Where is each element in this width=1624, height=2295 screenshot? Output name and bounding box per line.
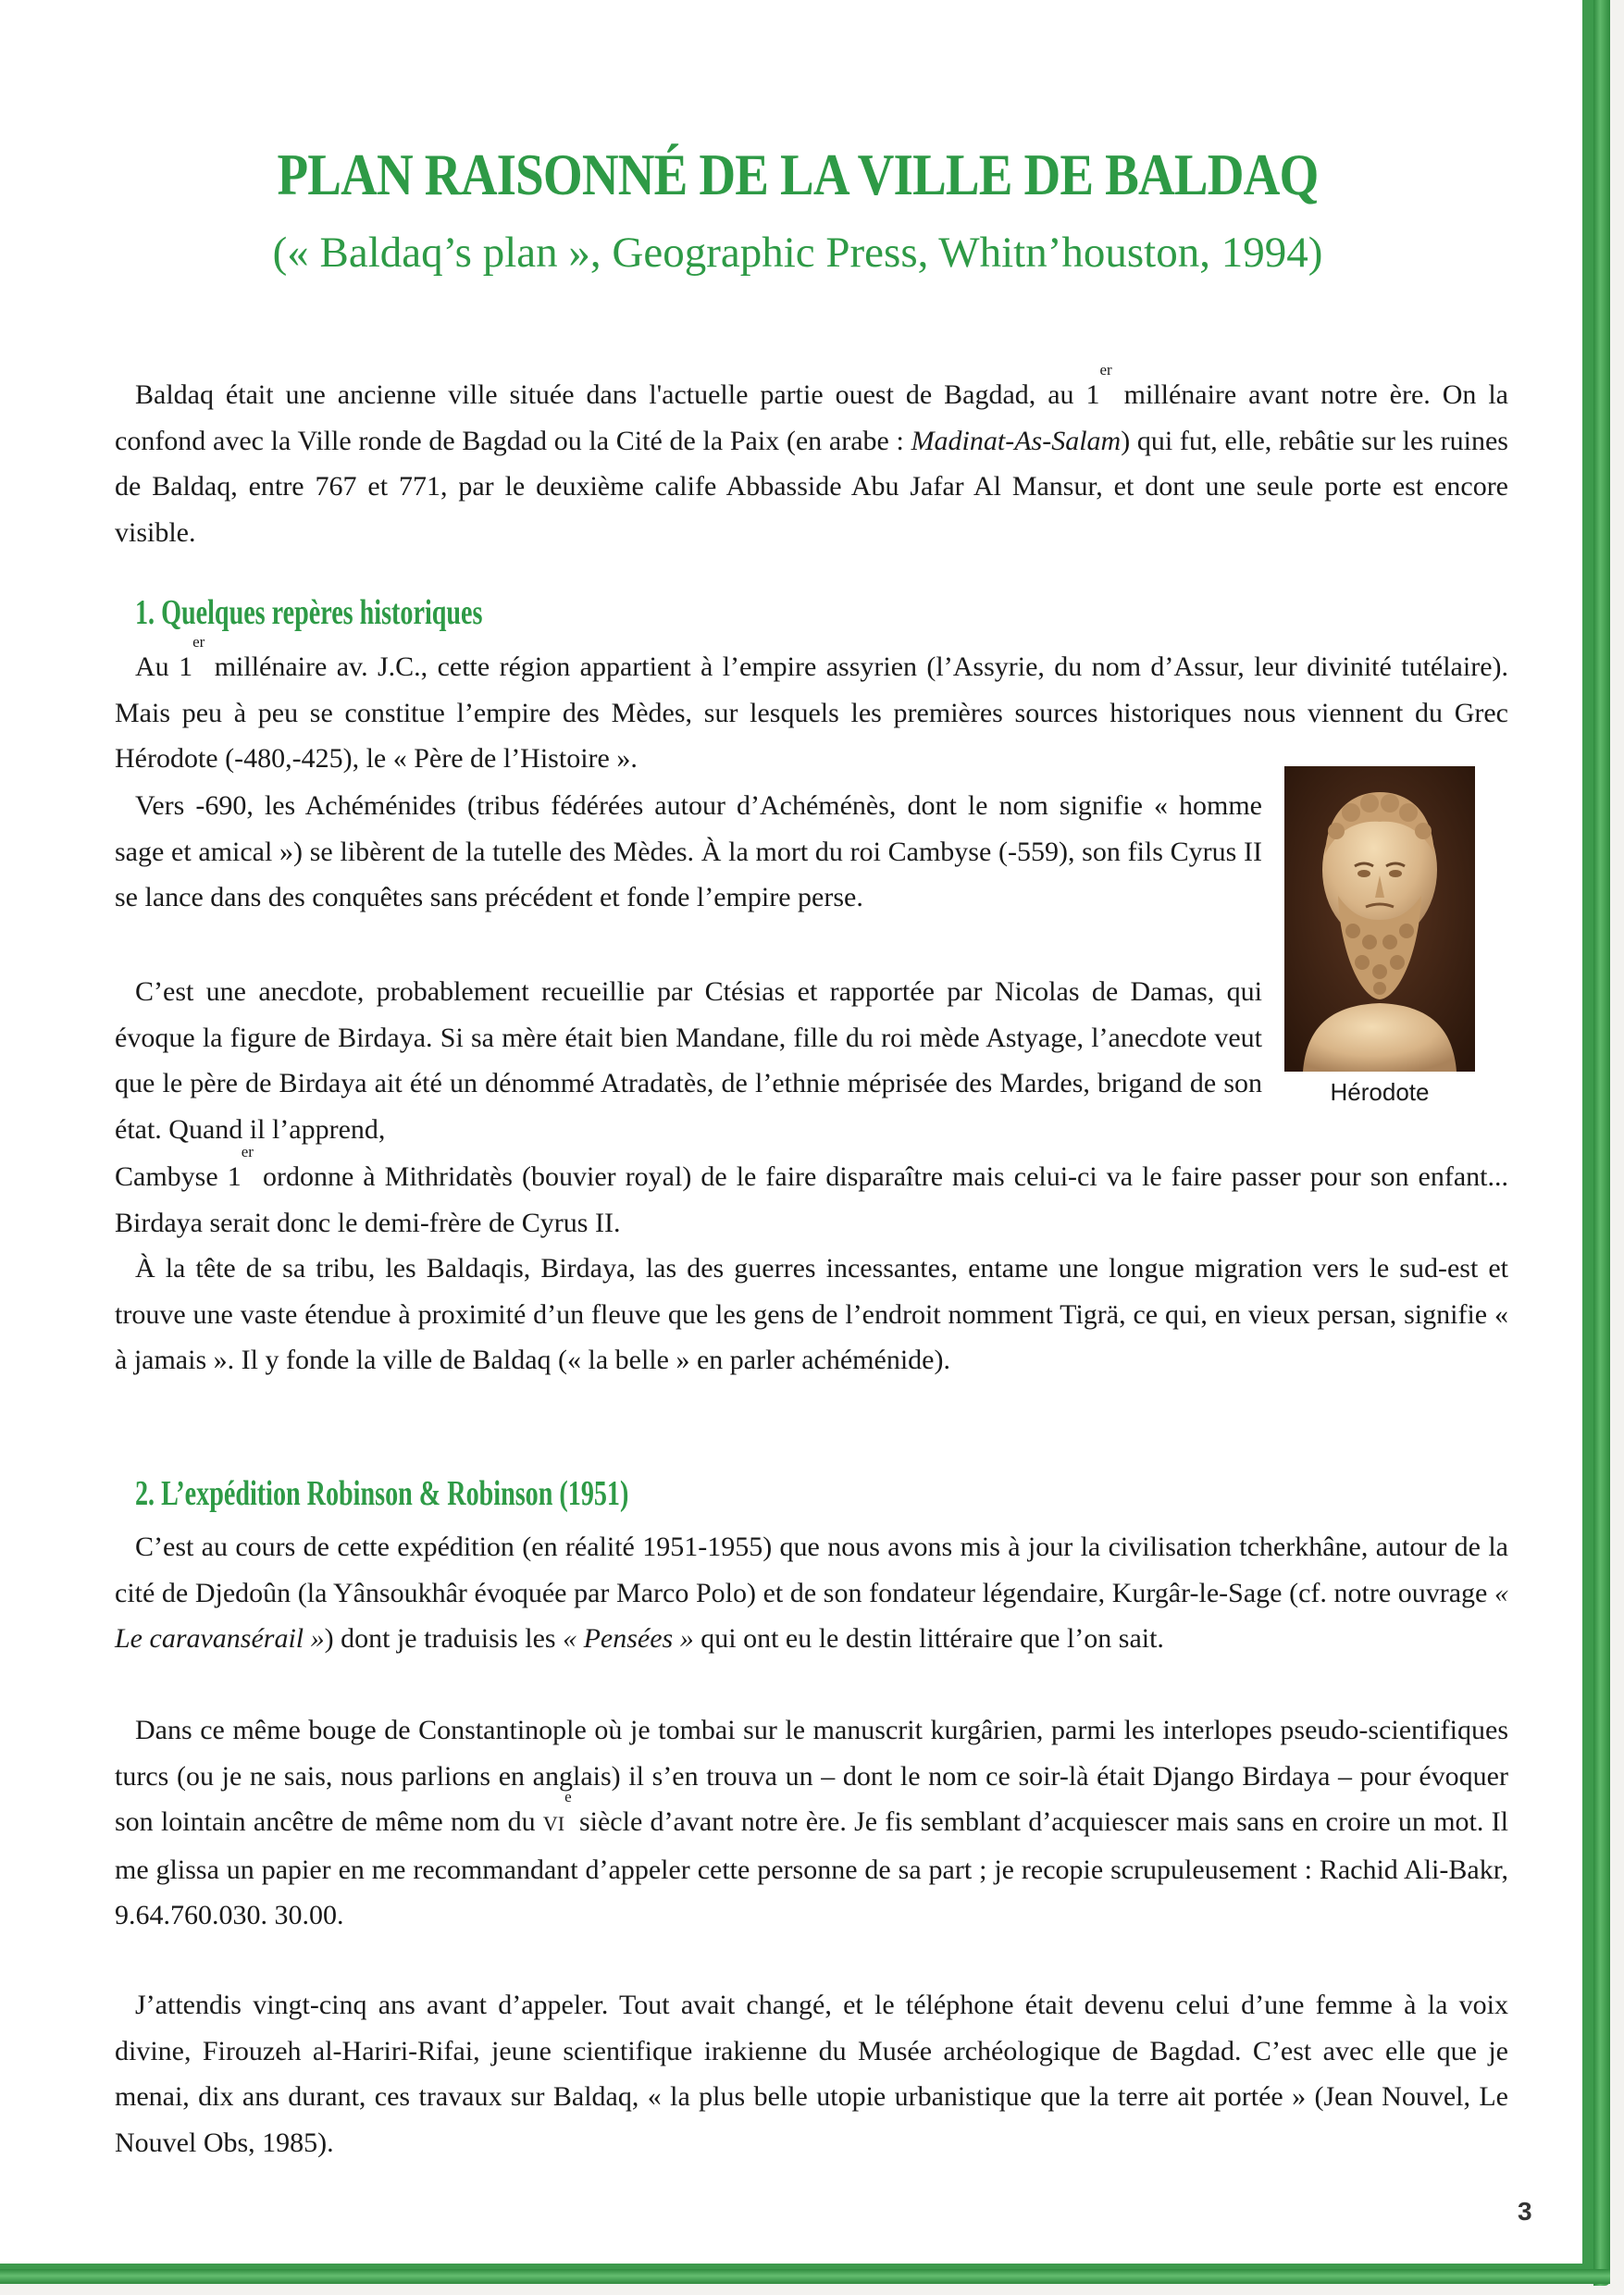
bust-illustration <box>1284 766 1475 1072</box>
figure-caption: Hérodote <box>1330 1078 1430 1106</box>
section2-paragraph-2: Dans ce même bouge de Constantinople où je tombai sur le manuscrit kurgârien, parmi les interlopes pseudo-scientifiques turcs (ou je ne sais, nous parlions en anglais) il s’en trouva un – dont le nom ce soir-là était Django Birdaya – pour évoquer son lointain ancêtre de même nom du VIe siècle d’avant notre ère. Je fis semblant d’acquiescer mais sans en croire un mot. Il me glissa un papier en me recommandant d’appeler cette personne de sa part ; je recopie scrupuleusement : Rachid Ali-Bakr, 9.64.760.030. 30.00. <box>115 1715 1508 1930</box>
herodotus-bust-image <box>1284 766 1475 1072</box>
page-number: 3 <box>1518 2197 1532 2226</box>
section1-paragraph-3-continued: Cambyse 1er ordonne à Mithridatès (bouvier royal) de le faire disparaître mais celui-ci va le faire passer pour son enfant... Birdaya serait donc le demi-frère de Cyrus II. <box>115 1143 1508 1238</box>
section1-paragraph-1: Au 1er millénaire av. J.C., cette région appartient à l’empire assyrien (l’Assyrie, du nom d’Assur, leur divinité tutélaire). Mais peu à peu se constitue l’empire des Mèdes, sur lesquels les premières sources historiques nous viennent du Grec Hérodote (-480,-425), le « Père de l’Histoire ». <box>115 633 1508 774</box>
green-edge-right <box>1593 0 1610 2286</box>
green-edge-bottom <box>0 2269 1610 2284</box>
section2-paragraph-3: J’attendis vingt-cinq ans avant d’appeler. Tout avait changé, et le téléphone était devenu celui d’une femme à la voix divine, Firouzeh al-Hariri-Rifai, jeune scientifique irakienne du Musée archéologique de Bagdad. C’est avec elle que je menai, dix ans durant, ces travaux sur Baldaq, « la plus belle utopie urbanistique que la terre ait portée » (Jean Nouvel, Le Nouvel Obs, 1985). <box>115 1990 1508 2158</box>
section-heading-1: 1. Quelques repères historiques <box>135 593 483 632</box>
section-heading-2: 2. L’expédition Robinson & Robinson (1951) <box>135 1474 629 1513</box>
section2-paragraph-1: C’est au cours de cette expédition (en réalité 1951-1955) que nous avons mis à jour la civilisation tcherkhâne, autour de la cité de Djedoûn (la Yânsoukhâr évoquée par Marco Polo) et de son fondateur légendaire, Kurgâr-le-Sage (cf. notre ouvrage « Le caravansérail ») dont je traduisis les « Pensées » qui ont eu le destin littéraire que l’on sait. <box>115 1532 1508 1654</box>
section1-paragraph-4: À la tête de sa tribu, les Baldaqis, Birdaya, las des guerres incessantes, entame une longue migration vers le sud-est et trouve une vaste étendue à proximité d’un fleuve que les gens de l’endroit nomment Tigrä, ce qui, en vieux persan, signifie « à jamais ». Il y fonde la ville de Baldaq (« la belle » en parler achéménide). <box>115 1253 1508 1375</box>
section1-paragraph-3: C’est une anecdote, probablement recueillie par Ctésias et rapportée par Nicolas de Damas, qui évoque la figure de Birdaya. Si sa mère était bien Mandane, fille du roi mède Astyage, l’anecdote veut que le père de Birdaya ait été un dénommé Atradatès, de l’ethnie méprisée des Mardes, brigand de son état. Quand il l’apprend, <box>115 976 1262 1145</box>
intro-paragraph: Baldaq était une ancienne ville située dans l'actuelle partie ouest de Bagdad, au 1er millénaire avant notre ère. On la confond avec la Ville ronde de Bagdad ou la Cité de la Paix (en arabe : Madinat-As-Salam) qui fut, elle, rebâtie sur les ruines de Baldaq, entre 767 et 771, par le deuxième calife Abbasside Abu Jafar Al Mansur, et dont une seule porte est encore visible. <box>115 361 1508 548</box>
page-subtitle: (« Baldaq’s plan », Geographic Press, Whitn’houston, 1994) <box>272 229 1323 277</box>
section1-paragraph-2: Vers -690, les Achéménides (tribus fédérées autour d’Achéménès, dont le nom signifie « homme sage et amical ») se libèrent de la tutelle des Mèdes. À la mort du roi Cambyse (-559), son fils Cyrus II se lance dans des conquêtes sans précédent et fonde l’empire perse. <box>115 790 1262 912</box>
page-title: PLAN RAISONNÉ DE LA VILLE DE BALDAQ <box>277 142 1319 207</box>
